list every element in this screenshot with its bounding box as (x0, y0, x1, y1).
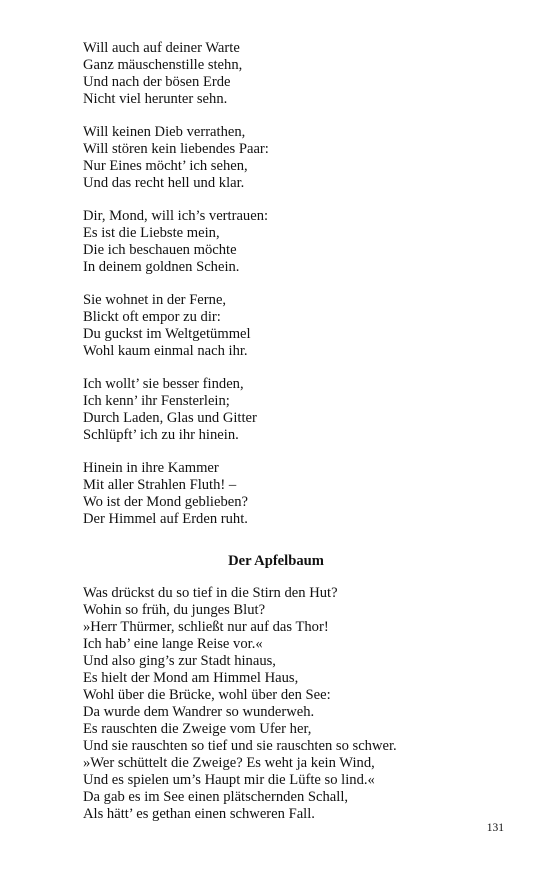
verse-line: Durch Laden, Glas und Gitter (83, 410, 257, 426)
verse-line: Nicht viel herunter sehn. (83, 91, 228, 107)
verse-line: Es hielt der Mond am Himmel Haus, (83, 670, 299, 686)
verse-line: Will keinen Dieb verrathen, (83, 124, 246, 140)
verse-line: Es ist die Liebste mein, (83, 225, 220, 241)
verse-line: Blickt oft empor zu dir: (83, 309, 221, 325)
stanza (83, 124, 483, 192)
verse-line: Dir, Mond, will ich’s vertrauen: (83, 208, 269, 224)
verse-line: Die ich beschauen möchte (83, 242, 237, 258)
verse-line: Mit aller Strahlen Fluth! – (83, 477, 237, 493)
verse-line: »Wer schüttelt die Zweige? Es weht ja kein Wind, (83, 755, 375, 771)
verse-line: Wohin so früh, du junges Blut? (83, 602, 266, 618)
verse-line: In deinem goldnen Schein. (83, 259, 240, 275)
page-number: 131 (486, 822, 504, 834)
verse-line: Als hätt’ es gethan einen schweren Fall. (83, 806, 315, 822)
verse-line: Der Himmel auf Erden ruht. (83, 511, 248, 527)
stanza (83, 460, 483, 528)
verse-line: Ich hab’ eine lange Reise vor.« (83, 636, 263, 652)
verse-line: Wo ist der Mond geblieben? (83, 494, 248, 510)
stanza (83, 40, 483, 108)
page-body (83, 40, 483, 839)
verse-line: Nur Eines möcht’ ich sehen, (83, 158, 248, 174)
verse-line: Wohl kaum einmal nach ihr. (83, 343, 248, 359)
verse-line: »Herr Thürmer, schließt nur auf das Thor! (83, 619, 329, 635)
verse-line: Und das recht hell und klar. (83, 175, 245, 191)
verse-line: Und sie rauschten so tief und sie rauschten so schwer. (83, 738, 397, 754)
poem-body (83, 585, 483, 823)
verse-line: Was drückst du so tief in die Stirn den Hut? (83, 585, 338, 601)
verse-line: Ich wollt’ sie besser finden, (83, 376, 244, 392)
stanza (83, 292, 483, 360)
verse-line: Ganz mäuschenstille stehn, (83, 57, 243, 73)
verse-line: Will stören kein liebendes Paar: (83, 141, 269, 157)
verse-line: Wohl über die Brücke, wohl über den See: (83, 687, 331, 703)
verse-line: Schlüpft’ ich zu ihr hinein. (83, 427, 239, 443)
stanza (83, 208, 483, 276)
verse-line: Und nach der bösen Erde (83, 74, 231, 90)
verse-line: Will auch auf deiner Warte (83, 40, 240, 56)
verse-line: Hinein in ihre Kammer (83, 460, 219, 476)
verse-line: Da gab es im See einen plätschernden Schall, (83, 789, 349, 805)
verse-line: Sie wohnet in der Ferne, (83, 292, 227, 308)
verse-line: Und also ging’s zur Stadt hinaus, (83, 653, 276, 669)
verse-line: Es rauschten die Zweige vom Ufer her, (83, 721, 312, 737)
stanza (83, 376, 483, 444)
poem-title: Der Apfelbaum (228, 553, 324, 569)
verse-line: Du guckst im Weltgetümmel (83, 326, 251, 342)
verse-line: Da wurde dem Wandrer so wunderweh. (83, 704, 315, 720)
verse-line: Ich kenn’ ihr Fensterlein; (83, 393, 230, 409)
verse-line: Und es spielen um’s Haupt mir die Lüfte so lind.« (83, 772, 375, 788)
